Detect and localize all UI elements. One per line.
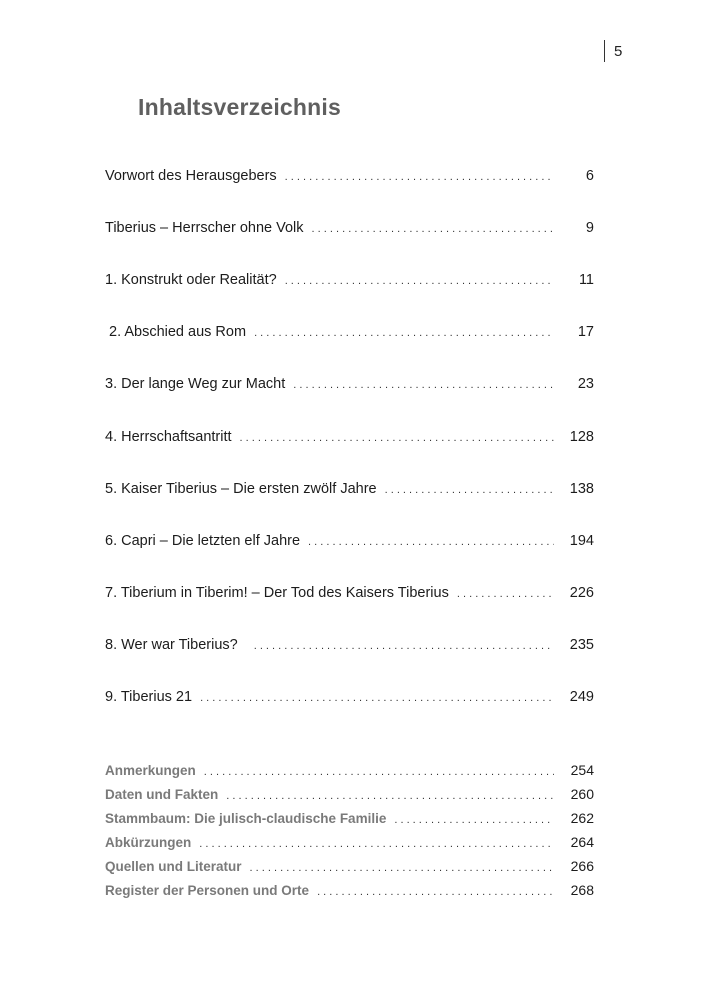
toc-entry-label: 1. Konstrukt oder Realität? bbox=[105, 272, 277, 288]
appendix-entry-label: Stammbaum: Die julisch-claudische Familie bbox=[105, 811, 387, 826]
toc-entry bbox=[105, 376, 594, 392]
toc-entry bbox=[105, 220, 594, 236]
appendix-entry-label: Quellen und Literatur bbox=[105, 859, 242, 874]
toc-entry-page: 138 bbox=[569, 481, 594, 497]
page-number-rule bbox=[604, 40, 605, 62]
toc-entry-label: 3. Der lange Weg zur Macht bbox=[105, 376, 286, 392]
appendix-entry-label: Daten und Fakten bbox=[105, 787, 219, 802]
toc-leader-dots bbox=[385, 484, 554, 496]
toc-leader-dots bbox=[254, 327, 554, 339]
page-header bbox=[604, 40, 622, 62]
toc-entry-page: 194 bbox=[569, 533, 594, 549]
toc-entry-label: 4. Herrschaftsantritt bbox=[105, 429, 232, 445]
toc-leader-dots bbox=[240, 432, 554, 444]
toc-entry-page: 6 bbox=[585, 168, 594, 184]
toc-leader-dots bbox=[226, 790, 554, 802]
toc-entry-label: 7. Tiberium in Tiberim! – Der Tod des Kaisers Tiberius bbox=[105, 585, 449, 601]
toc-entry-label: Tiberius – Herrscher ohne Volk bbox=[105, 220, 304, 236]
toc-leader-dots bbox=[250, 862, 554, 874]
toc-entry bbox=[105, 481, 594, 497]
toc-leader-dots bbox=[293, 379, 554, 391]
toc-entry bbox=[105, 168, 594, 184]
toc-leader-dots bbox=[308, 536, 554, 548]
toc-leader-dots bbox=[312, 223, 554, 235]
toc-entry-page: 128 bbox=[569, 429, 594, 445]
page-number: 5 bbox=[614, 42, 623, 60]
toc-entry bbox=[105, 585, 594, 601]
appendix-entry bbox=[105, 882, 594, 898]
appendix-entry bbox=[105, 858, 594, 874]
toc-entry-page: 23 bbox=[577, 376, 594, 392]
appendix-entry bbox=[105, 810, 594, 826]
toc-leader-dots bbox=[204, 766, 554, 778]
appendix-entry-page: 254 bbox=[570, 762, 594, 778]
toc-leader-dots bbox=[457, 588, 554, 600]
appendix-entry-page: 264 bbox=[570, 834, 594, 850]
appendix-entry-label: Abkürzungen bbox=[105, 835, 192, 850]
toc-entry-label: 5. Kaiser Tiberius – Die ersten zwölf Jahre bbox=[105, 481, 377, 497]
appendix-entry bbox=[105, 762, 594, 778]
toc-leader-dots bbox=[285, 171, 554, 183]
toc-leader-dots bbox=[254, 640, 554, 652]
appendix-entry-page: 266 bbox=[570, 858, 594, 874]
toc-entry-page: 235 bbox=[569, 637, 594, 653]
toc-leader-dots bbox=[285, 275, 554, 287]
page-title: Inhaltsverzeichnis bbox=[138, 94, 342, 120]
toc-entry bbox=[105, 533, 594, 549]
toc-entry bbox=[105, 689, 594, 705]
appendix-entry bbox=[105, 834, 594, 850]
toc-entry-label: 6. Capri – Die letzten elf Jahre bbox=[105, 533, 301, 549]
appendix-entry-page: 262 bbox=[570, 810, 594, 826]
toc-entry-label: 9. Tiberius 21 bbox=[105, 689, 193, 705]
appendix-entry-page: 260 bbox=[570, 786, 594, 802]
toc-leader-dots bbox=[199, 838, 554, 850]
appendix-entry-label: Anmerkungen bbox=[105, 763, 196, 778]
toc-entry bbox=[105, 324, 594, 340]
toc-entry-page: 11 bbox=[578, 272, 594, 288]
toc-entry-page: 226 bbox=[569, 585, 594, 601]
toc-entry bbox=[105, 429, 594, 445]
toc-leader-dots bbox=[317, 886, 554, 898]
toc-entry-page: 249 bbox=[569, 689, 594, 705]
appendix-entry bbox=[105, 786, 594, 802]
appendix-entry-label: Register der Personen und Orte bbox=[105, 883, 310, 898]
toc-entry bbox=[105, 272, 594, 288]
toc-leader-dots bbox=[394, 814, 554, 826]
toc-entry bbox=[105, 637, 594, 653]
toc-entry-label: 2. Abschied aus Rom bbox=[105, 324, 247, 340]
toc-entry-label: 8. Wer war Tiberius? bbox=[105, 637, 238, 653]
toc-leader-dots bbox=[200, 692, 554, 704]
toc-entry-page: 17 bbox=[577, 324, 594, 340]
toc-entry-page: 9 bbox=[585, 220, 594, 236]
toc-entry-label: Vorwort des Herausgebers bbox=[105, 168, 277, 184]
appendix-entry-page: 268 bbox=[570, 882, 594, 898]
